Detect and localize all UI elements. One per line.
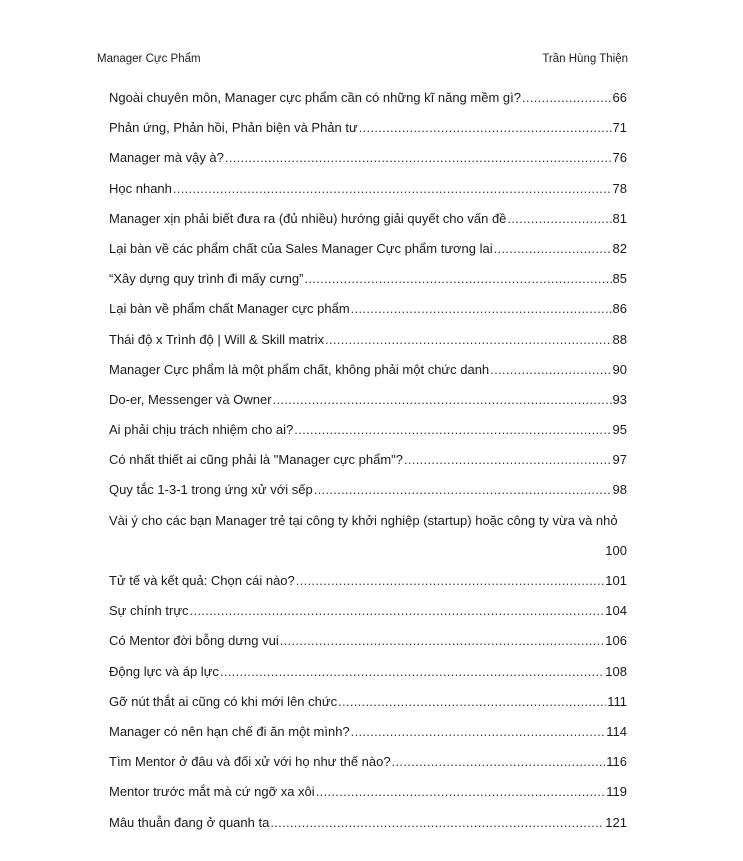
toc-entry-page: 111: [607, 693, 627, 709]
toc-entry[interactable]: [109, 294, 627, 324]
toc-leader-dots: [494, 234, 612, 264]
toc-entry-title: Tìm Mentor ở đâu và đối xử với họ như thế nào?: [109, 754, 391, 770]
toc-entry-page: 116: [606, 754, 627, 770]
toc-entry[interactable]: [109, 264, 627, 294]
toc-leader-dots: [190, 596, 605, 626]
toc-entry-title: Lại bàn về phẩm chất Manager cực phẩm: [109, 301, 350, 317]
toc-entry-title: Mentor trước mắt mà cứ ngỡ xa xôi: [109, 784, 315, 800]
toc-entry[interactable]: [109, 355, 627, 385]
toc-entry-page: 104: [605, 603, 627, 619]
toc-entry-page: 86: [612, 301, 627, 317]
toc-entry-title: Quy tắc 1-3-1 trong ứng xử với sếp: [109, 482, 313, 498]
toc-entry-title: Sự chính trực: [109, 603, 189, 619]
toc-entry-title: Ai phải chịu trách nhiệm cho ai?: [109, 422, 294, 438]
toc-entry-title: Tử tế và kết quả: Chọn cái nào?: [109, 573, 295, 589]
header-book-title: Manager Cực Phẩm: [97, 53, 201, 65]
toc-entry-title: Manager có nên hạn chế đi ăn một mình?: [109, 723, 350, 739]
toc-entry-page: 82: [612, 240, 627, 256]
toc-leader-dots: [273, 385, 612, 415]
toc-leader-dots: [507, 204, 611, 234]
toc-entry[interactable]: [109, 174, 627, 204]
toc-entry-title: Mâu thuẫn đang ở quanh ta: [109, 814, 270, 830]
toc-entry-page: 108: [605, 663, 627, 679]
table-of-contents: [109, 83, 627, 838]
toc-entry-title: Vài ý cho các bạn Manager trẻ tại công ty khởi nghiệp (startup) hoặc công ty vừa và nhỏ: [109, 512, 618, 528]
toc-entry-page: 78: [612, 180, 627, 196]
toc-entry[interactable]: [109, 204, 627, 234]
toc-entry-page: 98: [612, 482, 627, 498]
toc-leader-dots: [296, 566, 605, 596]
toc-entry[interactable]: [109, 83, 627, 113]
toc-entry-title: Có Mentor đời bỗng dưng vui: [109, 633, 279, 649]
toc-leader-dots: [359, 113, 612, 143]
toc-entry-page: 121: [605, 814, 627, 830]
toc-leader-dots: [316, 777, 606, 807]
toc-entry[interactable]: [109, 657, 627, 687]
toc-entry-title: Ngoài chuyên môn, Manager cực phẩm cần có những kĩ năng mềm gì?: [109, 90, 521, 105]
header-author: Trần Hùng Thiện: [542, 53, 628, 65]
toc-entry[interactable]: [109, 506, 627, 566]
toc-entry[interactable]: [109, 596, 627, 626]
toc-entry-title: Động lực và áp lực: [109, 663, 219, 679]
toc-leader-dots: [173, 174, 612, 204]
toc-entry[interactable]: [109, 777, 627, 807]
toc-entry-title: Thái độ x Trình độ | Will & Skill matrix: [109, 331, 325, 347]
toc-entry-page: 81: [612, 210, 627, 226]
toc-leader-dots: [294, 415, 611, 445]
toc-leader-dots: [490, 355, 611, 385]
toc-entry-title: Học nhanh: [109, 180, 172, 196]
toc-entry-page: 101: [605, 573, 627, 589]
toc-leader-dots: [225, 143, 612, 173]
toc-entry-page: 106: [605, 633, 627, 649]
toc-entry[interactable]: [109, 808, 627, 838]
toc-entry-title: Có nhất thiết ai cũng phải là "Manager cực phẩm"?: [109, 452, 403, 468]
toc-entry[interactable]: [109, 234, 627, 264]
toc-entry-page: 76: [612, 150, 627, 166]
toc-entry-title: Manager mà vậy à?: [109, 150, 224, 166]
toc-entry-title: Phản ứng, Phản hồi, Phản biện và Phản tư: [109, 120, 358, 136]
toc-entry-page: 93: [612, 391, 627, 407]
toc-leader-dots: [404, 445, 612, 475]
toc-entry-page: 97: [612, 452, 627, 468]
toc-entry-page: 88: [612, 331, 627, 347]
toc-entry[interactable]: [109, 475, 627, 505]
toc-leader-dots: [325, 325, 611, 355]
toc-entry[interactable]: [109, 445, 627, 475]
toc-entry-page: 95: [612, 422, 627, 438]
toc-entry-page: 100: [605, 542, 627, 558]
toc-entry-title: Lại bàn về các phẩm chất của Sales Manager Cực phẩm tương lai: [109, 240, 493, 256]
toc-entry-title: Do-er, Messenger và Owner: [109, 391, 272, 407]
toc-entry-page: 66: [612, 90, 627, 105]
toc-entry-title: Manager Cực phẩm là một phẩm chất, không phải một chức danh: [109, 361, 490, 377]
toc-entry-title: Gỡ nút thắt ai cũng có khi mới lên chức: [109, 693, 338, 709]
toc-entry-title: “Xây dựng quy trình đi mấy cưng”: [109, 271, 304, 287]
toc-leader-dots: [338, 687, 606, 717]
toc-leader-dots: [270, 808, 604, 838]
toc-leader-dots: [522, 83, 612, 113]
toc-entry[interactable]: [109, 325, 627, 355]
toc-entry[interactable]: [109, 143, 627, 173]
toc-entry-page: 85: [612, 271, 627, 287]
toc-leader-dots: [314, 475, 612, 505]
page-header: [97, 53, 628, 65]
toc-entry[interactable]: [109, 385, 627, 415]
toc-entry-page: 71: [612, 120, 627, 136]
toc-entry[interactable]: [109, 687, 627, 717]
toc-leader-dots: [392, 747, 606, 777]
toc-entry[interactable]: [109, 113, 627, 143]
toc-entry[interactable]: [109, 747, 627, 777]
toc-entry-page: 114: [606, 723, 627, 739]
toc-leader-dots: [304, 264, 611, 294]
toc-entry[interactable]: [109, 415, 627, 445]
toc-entry-title: Manager xịn phải biết đưa ra (đủ nhiều) hướng giải quyết cho vấn đề: [109, 210, 507, 226]
toc-leader-dots: [351, 717, 606, 747]
toc-entry-page: 119: [606, 784, 627, 800]
toc-leader-dots: [351, 294, 612, 324]
toc-entry[interactable]: [109, 626, 627, 656]
toc-entry[interactable]: [109, 566, 627, 596]
toc-entry-page: 90: [612, 361, 627, 377]
toc-leader-dots: [280, 626, 605, 656]
toc-leader-dots: [220, 657, 604, 687]
toc-entry[interactable]: [109, 717, 627, 747]
